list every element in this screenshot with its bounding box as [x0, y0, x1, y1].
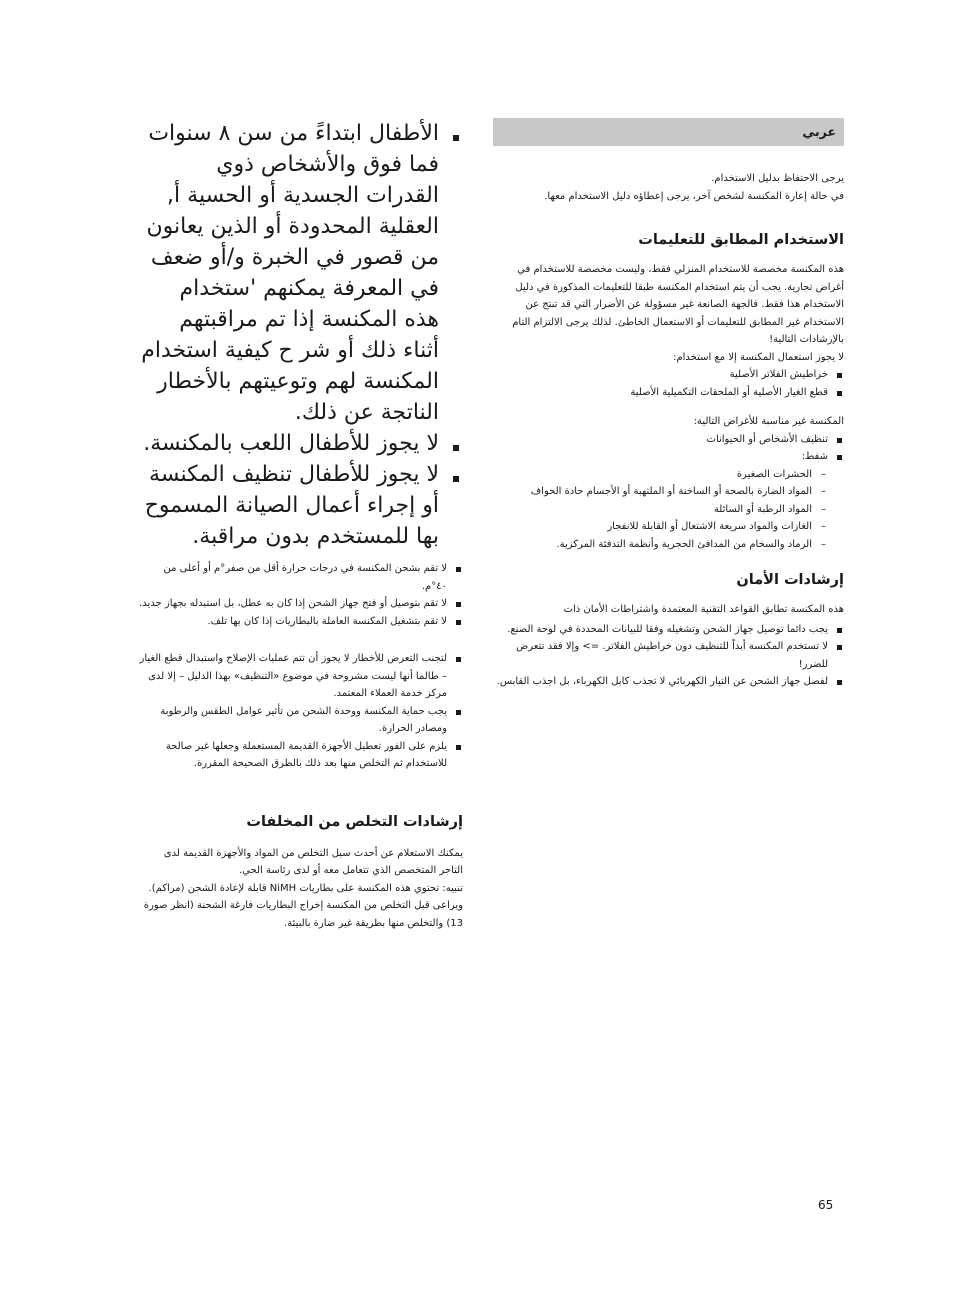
unsuitable-text: المكنسة غير مناسبة للأغراض التالية: [693, 416, 844, 427]
list-item: لا تقم بتوصيل أو فتح جهاز الشحن إذا كان به عطل، بل استبدله بجهاز جديد. [138, 595, 463, 613]
use-only-text: لا يجوز استعمال المكنسة إلا مع استخدام: [673, 351, 844, 363]
list-item: قطع الغيار الأصلية أو الملحقات التكميلية الأصلية [493, 384, 844, 402]
list-item: يجب دائما توصيل جهاز الشحن وتشغيله وفقا للبيانات المحددة في لوحة الصنع. [493, 621, 844, 639]
intro-line: يرجى الاحتفاظ بدليل الاستخدام. [711, 173, 844, 184]
section-heading-disposal: إرشادات التخلص من المخلفات [246, 813, 463, 830]
list-item: – الحشرات الصغيرة [493, 466, 828, 484]
safety-list [493, 621, 844, 691]
list-item: – الرماد والسخام من المدافئ الحجرية وأنظمة التدفئة المركزية. [493, 536, 828, 554]
repair-list [138, 650, 463, 773]
list-item: لتجنب التعرض للأخطار لا يجوز أن تتم عمليات الإصلاح واستبدال قطع الغيار – طالما أنها ليست مشروحة في موضوع «التنظيف» بهذا الدليل – إلا لدى مركز خدمة العملاء المعتمد. [138, 650, 463, 703]
children-safety-list [138, 118, 463, 552]
list-item: يجب حماية المكنسة ووحدة الشحن من تأثير عوامل الطقس والرطوبة ومصادر الحرارة. [138, 703, 463, 738]
list-item: خراطيش الفلاتر الأصلية [493, 366, 844, 384]
page-number: 65 [818, 1198, 834, 1212]
list-item: لا يجوز للأطفال اللعب بالمكنسة. [138, 428, 463, 459]
list-item: تنظيف الأشخاص أو الحيوانات [493, 431, 844, 449]
use-list [493, 366, 844, 401]
list-item: – الغازات والمواد سريعة الاشتعال أو القابلة للانفجار [493, 518, 828, 536]
use-paragraph: هذه المكنسة مخصصة للاستخدام المنزلي فقط، وليست مخصصة للاستخدام في أغراض تجارية. يجب أن يتم استخدام المكنسة طبقا للتعليمات المذكورة في دليل الاستخدام هذا فقط. فالجهة الصانعة غير مسؤولة عن الأضرار التي قد تنتج عن الاستخدام غير المطابق للتعليمات أو الاستعمال الخاطئ. لذلك يرجى الالتزام التام بالإرشادات التالية! [512, 264, 844, 345]
disposal-note: تنبيه: تحتوي هذه المكنسة على بطاريات NiMH قابلة لإعادة الشحن (مراكم). ويراعى قبل التخلص من المكنسة إخراج البطاريات فارغة الشحنة (انظر صورة 13) والتخلص منها بطريقة غير ضارة بالبيئة. [143, 882, 463, 929]
list-item: – المواد الرطبة أو السائلة [493, 501, 828, 519]
section-heading-safety: إرشادات الأمان [736, 572, 844, 588]
list-item: لا تستخدم المكنسة أبداً للتنظيف دون خراطيش الفلاتر. => وإلا فقد تتعرض للضرر! [493, 638, 844, 673]
left-column [138, 118, 463, 932]
list-item: لا يجوز للأطفال تنظيف المكنسة أو إجراء أعمال الصيانة المسموح بها للمستخدم بدون مراقبة. [138, 459, 463, 552]
list-item: – المواد الضارة بالصحة أو الساخنة أو الملتهبة أو الأجسام حادة الحواف [493, 483, 828, 501]
suction-list [493, 466, 844, 554]
list-item: يلزم على الفور تعطيل الأجهزة القديمة المستعملة وجعلها غير صالحة للاستخدام ثم التخلص منها بعد ذلك بالطرق الصحيحة المقررة. [138, 738, 463, 773]
disposal-paragraph: يمكنك الاستعلام عن أحدث سبل التخلص من المواد والأجهزة القديمة لدى التاجر المتخصص الذي تتعامل معه أو لدى رئاسة الحي. [163, 847, 463, 876]
intro-line: في حالة إعارة المكنسة لشخص آخر، يرجى إعطاؤه دليل الاستخدام معها. [544, 190, 844, 202]
list-item: لا تقم بتشغيل المكنسة العاملة بالبطاريات إذا كان بها تلف. [138, 613, 463, 631]
safety-paragraph: هذه المكنسة تطابق القواعد التقنية المعتمدة واشتراطات الأمان ذات [563, 604, 844, 615]
right-column [493, 118, 844, 691]
list-item: الأطفال ابتداءً من سن ٨ سنوات فما فوق والأشخاص ذوي القدرات الجسدية أو الحسية أ, العقلية المحدودة أو الذين يعانون من قصور في الخبرة و/أو ضعف في المعرفة يمكنهم 'ستخدام هذه المكنسة إذا تم مراقبتهم أثناء ذلك أو شر ح كيفية استخدام المكنسة لهم وتوعيتهم بالأخطار الناتجة عن ذلك. [138, 118, 463, 428]
section-heading-use: الاستخدام المطابق للتعليمات [638, 232, 844, 248]
list-item: شفط: [493, 448, 844, 466]
charging-list [138, 560, 463, 630]
language-bar: عربي [493, 118, 844, 146]
unsuitable-list [493, 431, 844, 466]
list-item: لا تقم بشحن المكنسة في درجات حرارة أقل من صفر°م أو أعلى من ٤٠°م. [138, 560, 463, 595]
list-item: لفصل جهاز الشحن عن التيار الكهربائي لا تجذب كابل الكهرباء، بل اجذب القابس. [493, 673, 844, 691]
